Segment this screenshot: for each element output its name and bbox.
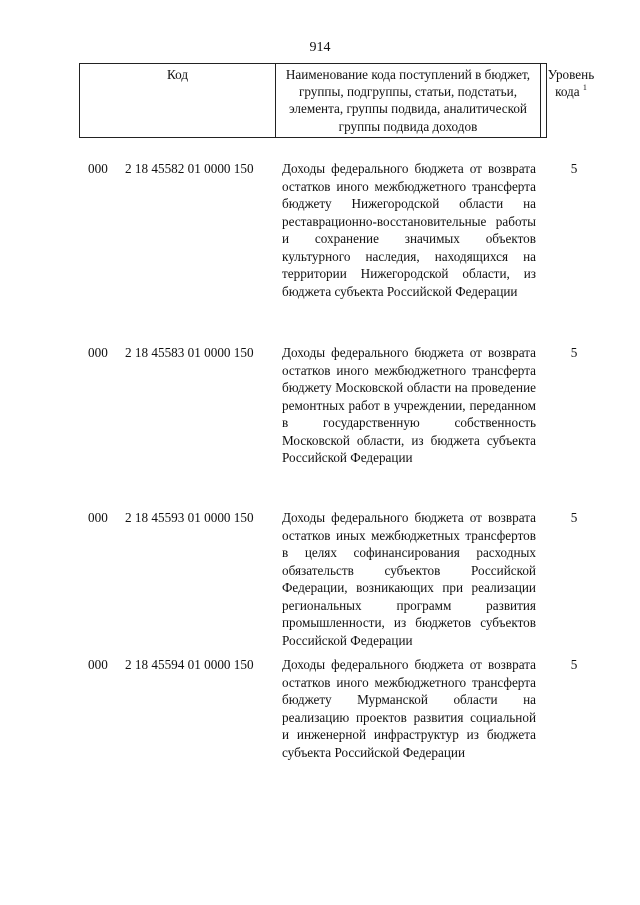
admin-code: 000 bbox=[88, 345, 108, 360]
header-level-label bbox=[533, 64, 609, 100]
revenue-code: 2 18 45593 01 0000 150 bbox=[125, 510, 254, 525]
revenue-name: Доходы федерального бюджета от возврата остатков иного межбюджетного трансферта бюджету Московской области на проведение ремонтных работ в учреждении, переданном в государственную собственность Московской области, из бюджета субъекта Российской Федерации bbox=[282, 345, 536, 465]
revenue-code: 2 18 45583 01 0000 150 bbox=[125, 345, 254, 360]
admin-code: 000 bbox=[88, 510, 108, 525]
header-code-cell bbox=[80, 64, 276, 137]
header-level-tail: а bbox=[573, 84, 580, 100]
header-level-cell bbox=[541, 64, 610, 137]
page-number: 914 bbox=[309, 40, 331, 55]
revenue-code: 2 18 45594 01 0000 150 bbox=[125, 657, 254, 672]
level-value: 5 bbox=[570, 345, 578, 360]
level-value: 5 bbox=[570, 657, 578, 672]
level-value: 5 bbox=[570, 510, 578, 525]
revenue-code: 2 18 45582 01 0000 150 bbox=[125, 161, 254, 176]
header-name-cell bbox=[276, 64, 541, 137]
header-level-footnote: 1 bbox=[582, 83, 587, 93]
admin-code: 000 bbox=[88, 657, 108, 672]
header-name-label: Наименование кода поступлений в бюджет, группы, подгруппы, статьи, подстатьи, элемента, группы подвида, аналитической группы подвида доходов bbox=[285, 67, 531, 134]
revenue-name: Доходы федерального бюджета от возврата остатков иных межбюджетных трансфертов в целях софинансирования расходных обязательств субъектов Российской Федерации, возникающих при реализации региональных программ развития промышленности, из бюджетов субъектов Российской Федерации bbox=[282, 510, 536, 648]
admin-code: 000 bbox=[88, 161, 108, 176]
level-value: 5 bbox=[570, 161, 578, 176]
header-level-text: Уровень код bbox=[547, 67, 595, 100]
revenue-name: Доходы федерального бюджета от возврата остатков иного межбюджетного трансферта бюджету Нижегородской области на реставрационно-восстановительные работы и сохранение значимых объектов культурного наследия, находящихся на территории Нижегородской области, из бюджета субъекта Российской Федерации bbox=[282, 161, 536, 299]
header-code-label: Код bbox=[166, 67, 189, 82]
revenue-name: Доходы федерального бюджета от возврата остатков иного межбюджетного трансферта бюджету Мурманской области на реализацию проектов развития социальной и инженерной инфраструктур из бюджета субъекта Российской Федерации bbox=[282, 657, 536, 760]
table-header bbox=[79, 63, 595, 138]
